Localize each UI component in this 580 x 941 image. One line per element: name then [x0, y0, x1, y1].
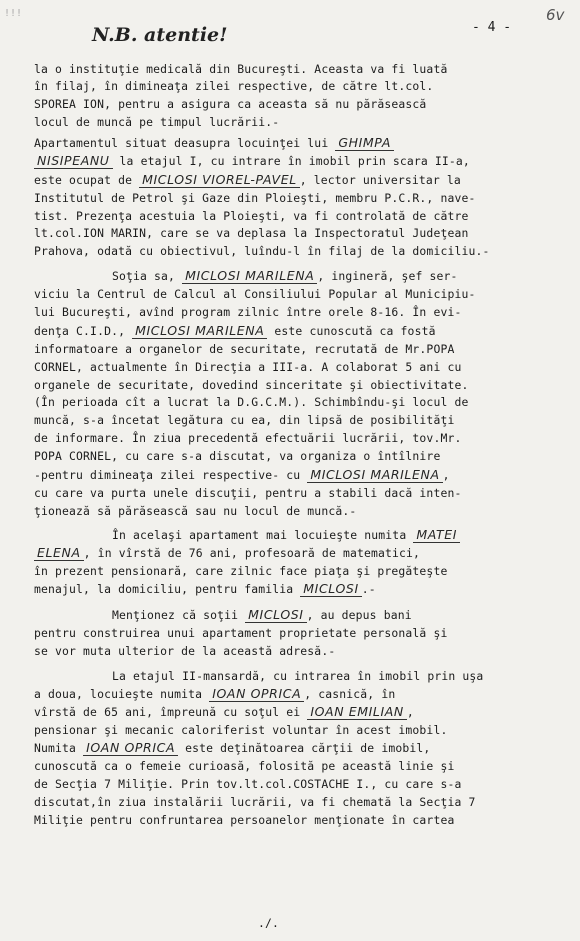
text-line — [34, 79, 433, 93]
text-line — [112, 528, 460, 542]
typed-text: denţa C.I.D., — [34, 324, 133, 338]
typed-text: În acelaşi apartament mai locuieşte numita — [112, 528, 414, 542]
typed-text: , lector universitar la — [299, 173, 461, 187]
typed-text: , în vîrstă de 76 ani, profesoară de matematici, — [83, 546, 421, 560]
typed-text: menajul, la domiciliu, pentru familia — [34, 582, 301, 596]
typed-text: POPA CORNEL, cu care s-a discutat, va organiza o întîlnire — [34, 449, 441, 463]
text-line — [34, 305, 461, 319]
text-line — [34, 244, 490, 258]
typed-text: , ingineră, şef ser- — [317, 269, 458, 283]
typed-text: lt.col.ION MARIN, care se va deplasa la Inspectoratul Judeţean — [34, 226, 469, 240]
typed-text: în filaj, în dimineaţa zilei respective, de către lt.col. — [34, 79, 434, 93]
handwritten-name: GHIMPA — [335, 135, 394, 151]
typed-text: (În perioada cît a lucrat la D.G.C.M.). Schimbîndu-şi locul de — [34, 395, 469, 409]
typed-text: viciu la Centrul de Calcul al Consiliului Popular al Municipiu- — [34, 287, 476, 301]
text-line — [34, 582, 376, 596]
text-line — [34, 209, 468, 223]
typed-text: tist. Prezenţa acestuia la Ploieşti, va fi controlată de către — [34, 209, 469, 223]
typed-text: Institutul de Petrol şi Gaze din Ploieşti, membru P.C.R., nave- — [34, 191, 476, 205]
text-line — [34, 705, 414, 719]
typed-text: Apartamentul situat deasupra locuinţei lui — [34, 136, 336, 150]
typed-text: pentru construirea unui apartament proprietate personală şi — [34, 626, 448, 640]
text-line — [34, 154, 470, 168]
typed-text: organele de securitate, dovedind sinceritate şi obiectivitate. — [34, 378, 469, 392]
text-line — [34, 687, 395, 701]
typed-text: de informare. În ziua precedentă efectuării lucrării, tov.Mr. — [34, 431, 462, 445]
text-line — [34, 413, 454, 427]
typed-text: , — [406, 705, 414, 719]
typed-text: discutat,în ziua instalării lucrării, va fi chemată la Secţia 7 — [34, 795, 476, 809]
handwritten-name: NISIPEANU — [34, 153, 113, 169]
handwritten-name: IOAN OPRICA — [209, 686, 304, 702]
handwritten-heading: N.B. atentie! — [92, 24, 228, 46]
typed-text: cu care va purta unele discuţii, pentru a stabili dacă inten- — [34, 486, 462, 500]
typed-text: Miliţie pentru confruntarea persoanelor menţionate în cartea — [34, 813, 455, 827]
typed-text: Numita — [34, 741, 84, 755]
typed-text: Prahova, odată cu obiectivul, luîndu-l în filaj de la domiciliu.- — [34, 244, 490, 258]
text-line — [34, 564, 447, 578]
typed-text: pensionar şi mecanic caloriferist voluntar în acest imobil. — [34, 723, 448, 737]
typed-text: informatoare a organelor de securitate, recrutată de Mr.POPA — [34, 342, 455, 356]
typed-text: în prezent pensionară, care zilnic face piaţa şi pregăteşte — [34, 564, 448, 578]
typed-text: este ocupat de — [34, 173, 140, 187]
handwritten-name: ELENA — [34, 545, 84, 561]
text-line — [34, 468, 450, 482]
text-line — [34, 115, 279, 129]
typed-text: Menţionez că soţii — [112, 608, 246, 622]
text-line — [34, 504, 356, 518]
text-line — [34, 723, 447, 737]
typed-text: la o instituţie medicală din Bucureşti. Aceasta va fi luată — [34, 62, 448, 76]
text-line — [34, 486, 461, 500]
text-line — [34, 759, 454, 773]
text-line — [34, 136, 394, 150]
text-line — [34, 173, 461, 187]
text-line — [34, 626, 447, 640]
handwritten-name: MICLOSI VIOREL-PAVEL — [139, 172, 300, 188]
text-line — [34, 813, 454, 827]
page-number: - 4 - — [472, 20, 512, 35]
typed-text: este deţinătoarea cărţii de imobil, — [178, 741, 431, 755]
typed-text: CORNEL, actualmente în Direcţia a III-a. A colaborat 5 ani cu — [34, 360, 462, 374]
typed-text: , au depus bani — [306, 608, 412, 622]
typed-text: este cunoscută ca fostă — [267, 324, 436, 338]
text-line — [34, 741, 430, 755]
text-line — [34, 97, 426, 111]
text-line — [34, 431, 461, 445]
text-line — [34, 395, 468, 409]
text-line — [112, 669, 483, 683]
typed-text: locul de muncă pe timpul lucrării.- — [34, 115, 280, 129]
text-line — [34, 644, 335, 658]
handwritten-name: MICLOSI MARILENA — [132, 323, 267, 339]
typed-text: Soţia sa, — [112, 269, 183, 283]
text-line — [112, 269, 458, 283]
text-line — [34, 378, 468, 392]
handwritten-name: IOAN OPRICA — [83, 740, 178, 756]
text-line — [34, 777, 461, 791]
handwritten-name: MICLOSI — [245, 607, 306, 623]
typed-text: -pentru dimineaţa zilei respective- cu — [34, 468, 308, 482]
text-line — [34, 287, 476, 301]
handwritten-name: MICLOSI MARILENA — [182, 268, 317, 284]
typed-text: muncă, s-a încetat legătura cu ea, din lipsă de posibilităţi — [34, 413, 455, 427]
typed-text: la etajul I, cu intrare în imobil prin scara II-a, — [112, 154, 470, 168]
typed-text: La etajul II-mansardă, cu intrarea în imobil prin uşa — [112, 669, 484, 683]
typed-text: lui Bucureşti, avînd program zilnic între orele 8-16. În evi- — [34, 305, 462, 319]
handwritten-name: MICLOSI MARILENA — [307, 467, 442, 483]
text-line — [34, 342, 454, 356]
handwritten-name: IOAN EMILIAN — [307, 704, 407, 720]
text-line — [34, 546, 420, 560]
typed-text: se vor muta ulterior de la această adresă.- — [34, 644, 336, 658]
typed-text: , casnică, în — [304, 687, 396, 701]
text-line — [34, 360, 461, 374]
handwritten-name: MICLOSI — [300, 581, 361, 597]
typed-text: ţionează să părăsească sau nu locul de muncă.- — [34, 504, 357, 518]
typed-text: SPOREA ION, pentru a asigura ca aceasta să nu părăsească — [34, 97, 427, 111]
corner-mark: 6v — [546, 6, 565, 24]
text-line — [34, 449, 440, 463]
text-line — [34, 795, 476, 809]
text-line — [34, 62, 447, 76]
page-end-mark: ./. — [258, 916, 280, 930]
handwritten-name: MATEI — [413, 527, 460, 543]
text-line — [34, 226, 468, 240]
archive-stamp: !!! — [4, 8, 23, 19]
typed-text: a doua, locuieşte numita — [34, 687, 210, 701]
text-line — [34, 324, 436, 338]
text-line — [34, 191, 476, 205]
typed-text: .- — [361, 582, 376, 596]
typed-text: cunoscută ca o femeie curioasă, folosită pe această linie şi — [34, 759, 455, 773]
typed-text: vîrstă de 65 ani, împreună cu soţul ei — [34, 705, 308, 719]
typed-text: , — [442, 468, 450, 482]
typed-text: de Secţia 7 Miliţie. Prin tov.lt.col.COSTACHE I., cu care s-a — [34, 777, 462, 791]
text-line — [112, 608, 412, 622]
